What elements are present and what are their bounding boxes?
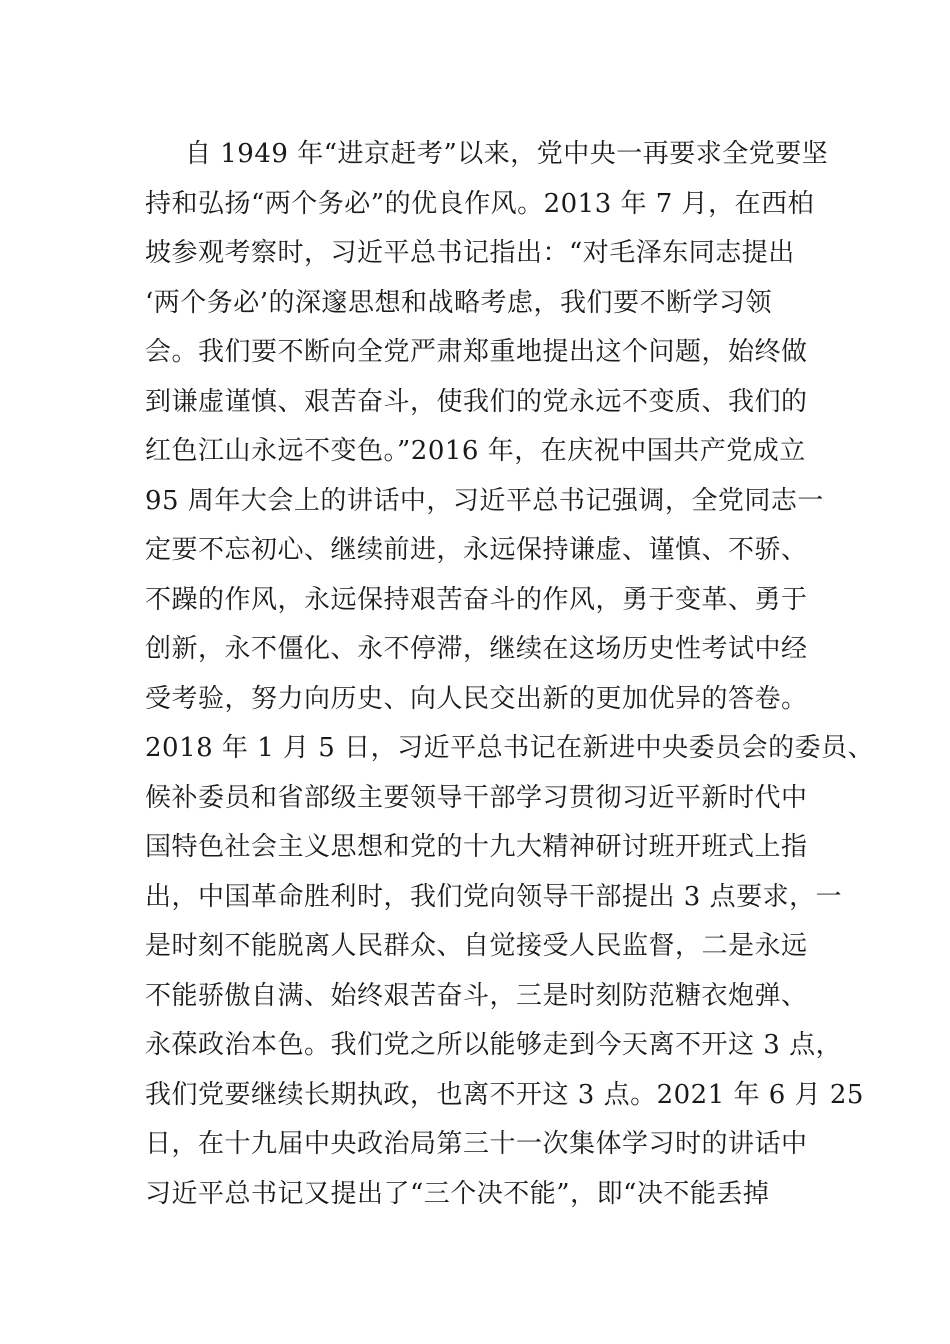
paragraph-line: 日，在十九届中央政治局第三十一次集体学习时的讲话中 — [145, 1129, 808, 1159]
paragraph-line: 永葆政治本色。我们党之所以能够走到今天离不开这 3 点， — [145, 1030, 843, 1060]
paragraph-line: 是时刻不能脱离人民群众、自觉接受人民监督，二是永远 — [145, 931, 808, 961]
paragraph-line: 定要不忘初心、继续前进，永远保持谦虚、谨慎、不骄、 — [145, 535, 808, 565]
body-paragraph — [145, 130, 875, 1219]
paragraph-line: 候补委员和省部级主要领导干部学习贯彻习近平新时代中 — [145, 782, 808, 813]
paragraph-line: ‘两个务必’的深邃思想和战略考虑，我们要不断学习领 — [145, 287, 773, 318]
paragraph-line: 到谦虚谨慎、艰苦奋斗，使我们的党永远不变质、我们的 — [145, 386, 808, 417]
paragraph-line: 受考验，努力向历史、向人民交出新的更加优异的答卷。 — [145, 683, 808, 714]
paragraph-line: 我们党要继续长期执政，也离不开这 3 点。2021 年 6 月 25 — [145, 1079, 864, 1110]
paragraph-line: 自 1949 年“进京赶考”以来，党中央一再要求全党要坚 — [185, 139, 829, 169]
paragraph-line: 不躁的作风，永远保持艰苦奋斗的作风，勇于变革、勇于 — [145, 584, 808, 615]
paragraph-line: 不能骄傲自满、始终艰苦奋斗，三是时刻防范糖衣炮弹、 — [145, 980, 808, 1011]
paragraph-line: 2018 年 1 月 5 日，习近平总书记在新进中央委员会的委员、 — [145, 733, 875, 763]
paragraph-line: 红色江山永远不变色。”2016 年，在庆祝中国共产党成立 — [145, 436, 806, 466]
paragraph-line: 会。我们要不断向全党严肃郑重地提出这个问题，始终做 — [145, 337, 808, 367]
paragraph-line: 出，中国革命胜利时，我们党向领导干部提出 3 点要求，一 — [145, 881, 843, 912]
paragraph-line: 创新，永不僵化、永不停滞，继续在这场历史性考试中经 — [145, 634, 808, 664]
paragraph-line: 坡参观考察时，习近平总书记指出：“对毛泽东同志提出 — [145, 238, 795, 268]
paragraph-line: 95 周年大会上的讲话中，习近平总书记强调，全党同志一 — [145, 485, 824, 516]
paragraph-line: 国特色社会主义思想和党的十九大精神研讨班开班式上指 — [145, 832, 808, 862]
paragraph-line: 持和弘扬“两个务必”的优良作风。2013 年 7 月，在西柏 — [145, 188, 815, 219]
paragraph-line: 习近平总书记又提出了“三个决不能”，即“决不能丢掉 — [145, 1178, 770, 1209]
